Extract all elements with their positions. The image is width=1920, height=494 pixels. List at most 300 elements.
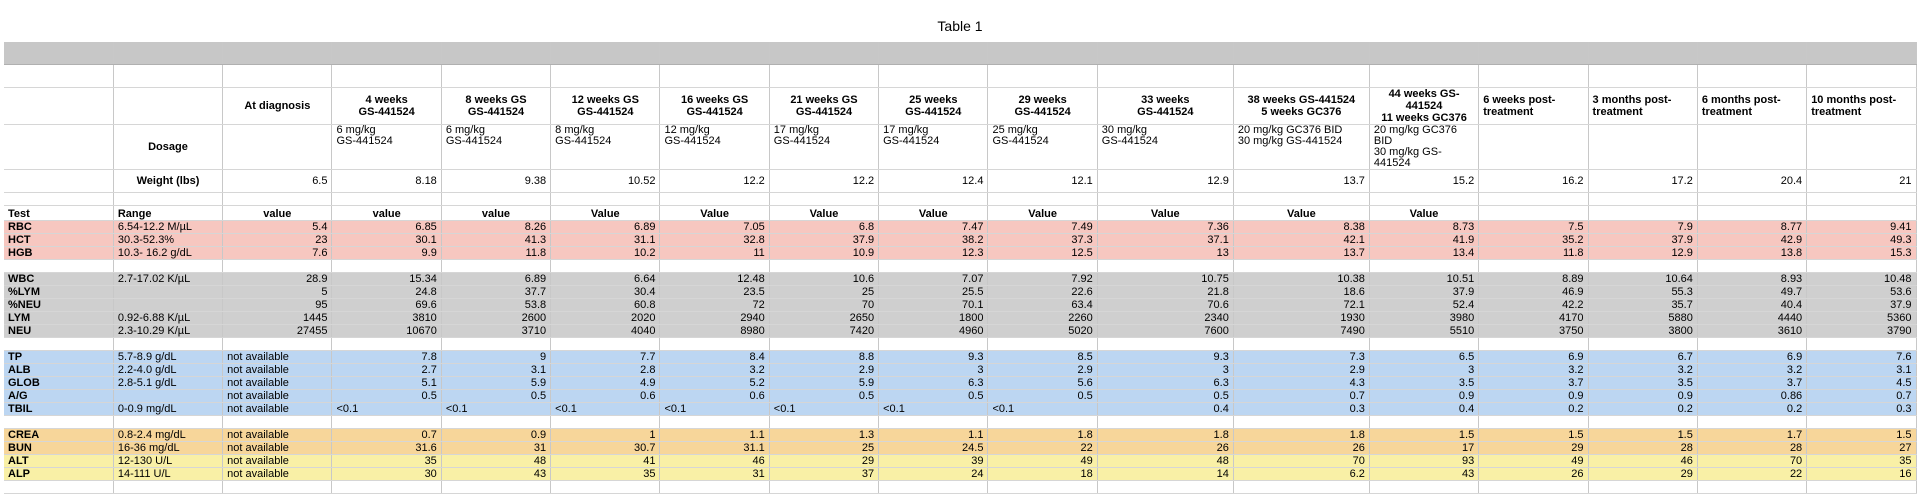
lab-value: 3 — [1097, 364, 1233, 377]
lab-value: 28.9 — [223, 273, 332, 286]
lab-row-neu — [4, 325, 1916, 338]
weight-value: 13.7 — [1233, 170, 1369, 193]
dosage-cell — [1369, 125, 1478, 170]
empty-cell — [1697, 42, 1806, 65]
timepoint-line-2: GS-441524 — [577, 106, 634, 118]
empty-cell — [1233, 42, 1369, 65]
lab-value: 72.1 — [1233, 299, 1369, 312]
lab-value: 28 — [1697, 442, 1806, 455]
empty-cell — [1479, 416, 1588, 429]
timepoint-line-2: GS-441524 — [1137, 106, 1194, 118]
dosage-cell — [879, 125, 988, 170]
dosage-line-1: 8 mg/kg — [555, 124, 595, 136]
reference-range — [113, 299, 222, 312]
lab-value: 22 — [1697, 468, 1806, 481]
dosage-line-1: 6 mg/kg — [336, 124, 376, 136]
empty-cell — [1097, 481, 1233, 494]
timepoint-line-2: 5 weeks GC376 — [1261, 106, 1342, 118]
lab-value: 0.2 — [1697, 403, 1806, 416]
timepoint-line-2: GS-441524 — [467, 106, 525, 118]
lab-value: 70 — [1697, 455, 1806, 468]
dosage-cell — [1097, 125, 1233, 170]
lab-value: 49 — [988, 455, 1097, 468]
test-name: %LYM — [4, 286, 113, 299]
lab-value: not available — [223, 377, 332, 390]
dosage-line-1: 12 mg/kg — [664, 124, 710, 136]
dosage-cell — [1588, 125, 1697, 170]
lab-value: 29 — [769, 455, 878, 468]
lab-value: 3750 — [1479, 325, 1588, 338]
dosage-cell — [551, 125, 660, 170]
empty-cell — [988, 260, 1097, 273]
lab-value: 13.4 — [1369, 247, 1478, 260]
reference-range: 0.92-6.88 K/µL — [113, 312, 222, 325]
empty-cell — [1697, 260, 1806, 273]
empty-cell — [332, 260, 441, 273]
lab-value: 46 — [1588, 455, 1697, 468]
lab-value: 17 — [1369, 442, 1478, 455]
lab-value: 27455 — [223, 325, 332, 338]
lab-value: 8.38 — [1233, 221, 1369, 234]
timepoint-line-1: 21 weeks GS — [790, 94, 858, 106]
lab-value: 37.9 — [1588, 234, 1697, 247]
empty-cell — [113, 338, 222, 351]
lab-value: 24.5 — [879, 442, 988, 455]
lab-value: 9.41 — [1807, 221, 1916, 234]
empty-cell — [1479, 260, 1588, 273]
empty-cell — [1479, 193, 1588, 206]
weight-value: 12.4 — [879, 170, 988, 193]
lab-value: 70.1 — [879, 299, 988, 312]
lab-value: 0.2 — [1479, 403, 1588, 416]
lab-value: 3790 — [1807, 325, 1916, 338]
lab-value: 1.1 — [879, 429, 988, 442]
lab-value: 72 — [660, 299, 769, 312]
lab-value: 4040 — [551, 325, 660, 338]
lab-results-table — [4, 42, 1917, 494]
lab-value: 0.3 — [1807, 403, 1916, 416]
lab-value: 4440 — [1697, 312, 1806, 325]
weight-value: 16.2 — [1479, 170, 1588, 193]
lab-value: 11 — [660, 247, 769, 260]
lab-value: 38.2 — [879, 234, 988, 247]
dosage-cell — [1233, 125, 1369, 170]
lab-value: 7.6 — [223, 247, 332, 260]
empty-cell — [879, 481, 988, 494]
lab-value: 35.2 — [1479, 234, 1588, 247]
lab-row-tbil — [4, 403, 1916, 416]
empty-cell — [332, 42, 441, 65]
lab-value: 1.1 — [660, 429, 769, 442]
lab-value: 0.9 — [1588, 390, 1697, 403]
value-column-header: Value — [660, 206, 769, 221]
lab-value: 35 — [332, 455, 441, 468]
lab-value: 39 — [879, 455, 988, 468]
lab-value: 18.6 — [1233, 286, 1369, 299]
weight-value: 9.38 — [441, 170, 550, 193]
lab-value: 37.7 — [441, 286, 550, 299]
lab-value: 24 — [879, 468, 988, 481]
spacer-row — [4, 338, 1916, 351]
lab-value: 10.2 — [551, 247, 660, 260]
lab-value: 4.9 — [551, 377, 660, 390]
lab-value: 3800 — [1588, 325, 1697, 338]
value-column-header: Value — [1369, 206, 1478, 221]
lab-value: 5.9 — [441, 377, 550, 390]
lab-value: 4.3 — [1233, 377, 1369, 390]
lab-value: 4170 — [1479, 312, 1588, 325]
timepoint-line-1: 44 weeks GS-441524 — [1388, 88, 1460, 112]
lab-value: 31.1 — [660, 442, 769, 455]
timepoint-line-2: GS-441524 — [686, 106, 743, 118]
lab-value: 31 — [660, 468, 769, 481]
lab-value: 10.51 — [1369, 273, 1478, 286]
lab-value: 1 — [551, 429, 660, 442]
lab-value: 6.9 — [1479, 351, 1588, 364]
lab-row-tp — [4, 351, 1916, 364]
empty-cell — [879, 416, 988, 429]
empty-cell — [113, 260, 222, 273]
timepoint-header — [1097, 88, 1233, 125]
timepoint-header — [223, 88, 332, 125]
timepoint-header — [879, 88, 988, 125]
empty-cell — [223, 65, 332, 88]
lab-value: 10.48 — [1807, 273, 1916, 286]
lab-value: 0.5 — [332, 390, 441, 403]
lab-value: 37.3 — [988, 234, 1097, 247]
empty-cell — [660, 65, 769, 88]
lab-value: 95 — [223, 299, 332, 312]
lab-value: 0.9 — [441, 429, 550, 442]
lab-value: 11.8 — [1479, 247, 1588, 260]
lab-value: 7490 — [1233, 325, 1369, 338]
lab-value: 28 — [1588, 442, 1697, 455]
empty-cell — [1369, 193, 1478, 206]
value-column-header: Value — [879, 206, 988, 221]
empty-cell — [223, 260, 332, 273]
lab-value: 8.8 — [769, 351, 878, 364]
empty-cell — [660, 260, 769, 273]
timepoint-line-1: 3 months post- — [1592, 94, 1672, 106]
weight-value: 15.2 — [1369, 170, 1478, 193]
lab-value: 53.6 — [1807, 286, 1916, 299]
lab-value: not available — [223, 455, 332, 468]
lab-value: 26 — [1233, 442, 1369, 455]
lab-value: 7.6 — [1807, 351, 1916, 364]
table-title: Table 1 — [937, 18, 983, 34]
empty-cell — [441, 338, 550, 351]
lab-value: 63.4 — [988, 299, 1097, 312]
weight-value: 12.2 — [660, 170, 769, 193]
value-column-header: Value — [551, 206, 660, 221]
weight-value: 20.4 — [1697, 170, 1806, 193]
test-name: HGB — [4, 247, 113, 260]
empty-cell — [988, 193, 1097, 206]
lab-value: 8.89 — [1479, 273, 1588, 286]
lab-value: 7420 — [769, 325, 878, 338]
test-name: ALP — [4, 468, 113, 481]
lab-value: 15.3 — [1807, 247, 1916, 260]
lab-value: 42.2 — [1479, 299, 1588, 312]
dosage-line-2: 30 mg/kg GS-441524 — [1373, 146, 1442, 169]
empty-cell — [4, 88, 113, 125]
lab-value: 43 — [1369, 468, 1478, 481]
lab-value: <0.1 — [879, 403, 988, 416]
empty-cell — [879, 65, 988, 88]
lab-value: <0.1 — [660, 403, 769, 416]
test-name: HCT — [4, 234, 113, 247]
timepoint-header — [551, 88, 660, 125]
lab-value: 25 — [769, 442, 878, 455]
spacer-row — [4, 42, 1916, 65]
lab-value: 10670 — [332, 325, 441, 338]
timepoint-line-1: At diagnosis — [244, 100, 311, 112]
empty-cell — [332, 338, 441, 351]
dosage-cell — [660, 125, 769, 170]
lab-value: 60.8 — [551, 299, 660, 312]
empty-cell — [988, 65, 1097, 88]
lab-value: 8.93 — [1697, 273, 1806, 286]
value-column-header: Value — [769, 206, 878, 221]
reference-range: 12-130 U/L — [113, 455, 222, 468]
empty-cell — [1479, 65, 1588, 88]
spacer-row — [4, 260, 1916, 273]
lab-value: 53.8 — [441, 299, 550, 312]
lab-value: not available — [223, 364, 332, 377]
empty-cell — [1697, 416, 1806, 429]
empty-cell — [551, 193, 660, 206]
weight-label: Weight (lbs) — [113, 170, 222, 193]
empty-cell — [769, 416, 878, 429]
empty-cell — [551, 481, 660, 494]
empty-cell — [4, 260, 113, 273]
lab-value: 43 — [441, 468, 550, 481]
empty-cell — [1588, 338, 1697, 351]
lab-value: 7.07 — [879, 273, 988, 286]
lab-value: 42.9 — [1697, 234, 1806, 247]
lab-value: 40.4 — [1697, 299, 1806, 312]
value-column-header: Value — [1233, 206, 1369, 221]
lab-value: 37.9 — [1369, 286, 1478, 299]
empty-cell — [988, 42, 1097, 65]
dosage-line-2: GS-441524 — [336, 135, 393, 147]
empty-cell — [660, 42, 769, 65]
empty-cell — [1588, 65, 1697, 88]
lab-value: 3.2 — [1697, 364, 1806, 377]
lab-value: 0.9 — [1479, 390, 1588, 403]
lab-value: 13.7 — [1233, 247, 1369, 260]
dosage-line-1: 20 mg/kg GC376 BID — [1373, 124, 1458, 147]
lab-value: 7.3 — [1233, 351, 1369, 364]
empty-cell — [1588, 193, 1697, 206]
timepoint-line-2: treatment — [1811, 106, 1862, 118]
empty-cell — [1807, 338, 1916, 351]
lab-value: 2.9 — [1233, 364, 1369, 377]
reference-range — [113, 390, 222, 403]
lab-value: 30.1 — [332, 234, 441, 247]
test-name: A/G — [4, 390, 113, 403]
test-name: BUN — [4, 442, 113, 455]
timepoint-line-2: treatment — [1592, 106, 1643, 118]
test-name: ALT — [4, 455, 113, 468]
lab-value: 2.8 — [551, 364, 660, 377]
lab-value: 7.7 — [551, 351, 660, 364]
lab-value: 8.26 — [441, 221, 550, 234]
timepoint-line-2: GS-441524 — [1014, 106, 1071, 118]
lab-value: 8.73 — [1369, 221, 1478, 234]
timepoint-header — [660, 88, 769, 125]
lab-value: 26 — [1097, 442, 1233, 455]
empty-cell — [660, 193, 769, 206]
empty-cell — [1097, 260, 1233, 273]
dosage-cell — [1479, 125, 1588, 170]
empty-cell — [441, 42, 550, 65]
reference-range: 6.54-12.2 M/µL — [113, 221, 222, 234]
empty-cell — [1807, 481, 1916, 494]
empty-cell — [1233, 260, 1369, 273]
test-name: TBIL — [4, 403, 113, 416]
lab-value: 49.3 — [1807, 234, 1916, 247]
reference-range: 2.8-5.1 g/dL — [113, 377, 222, 390]
reference-range: 2.2-4.0 g/dL — [113, 364, 222, 377]
lab-value: 31.1 — [551, 234, 660, 247]
lab-value: 6.3 — [1097, 377, 1233, 390]
lab-value: 5.4 — [223, 221, 332, 234]
lab-value: 0.5 — [769, 390, 878, 403]
lab-value: 37.9 — [769, 234, 878, 247]
spacer-row — [4, 481, 1916, 494]
lab-value: 2260 — [988, 312, 1097, 325]
lab-value: 0.3 — [1233, 403, 1369, 416]
empty-cell — [660, 416, 769, 429]
dosage-cell — [332, 125, 441, 170]
lab-value: 6.9 — [1697, 351, 1806, 364]
lab-value: 6.64 — [551, 273, 660, 286]
lab-value: 7.8 — [332, 351, 441, 364]
lab-value: 12.48 — [660, 273, 769, 286]
empty-cell — [113, 88, 222, 125]
lab-value: 3710 — [441, 325, 550, 338]
lab-value: 10.75 — [1097, 273, 1233, 286]
lab-value: 93 — [1369, 455, 1478, 468]
column-header-row — [4, 88, 1916, 125]
empty-cell — [1588, 416, 1697, 429]
lab-value: 41 — [551, 455, 660, 468]
dosage-line-2: GS-441524 — [664, 135, 721, 147]
lab-value: 70.6 — [1097, 299, 1233, 312]
empty-cell — [1588, 260, 1697, 273]
lab-value: 8980 — [660, 325, 769, 338]
test-name: LYM — [4, 312, 113, 325]
dosage-line-1: 17 mg/kg — [883, 124, 929, 136]
table-container — [4, 42, 1916, 494]
lab-value: 0.7 — [1807, 390, 1916, 403]
dosage-cell — [988, 125, 1097, 170]
lab-value: 6.85 — [332, 221, 441, 234]
empty-cell — [988, 416, 1097, 429]
lab-row-alp — [4, 468, 1916, 481]
lab-value: 23 — [223, 234, 332, 247]
empty-cell — [1807, 416, 1916, 429]
timepoint-header — [441, 88, 550, 125]
lab-value: 42.1 — [1233, 234, 1369, 247]
lab-row-hgb — [4, 247, 1916, 260]
lab-value: 8.4 — [660, 351, 769, 364]
lab-value: 37.9 — [1807, 299, 1916, 312]
empty-cell — [1097, 42, 1233, 65]
empty-cell — [332, 481, 441, 494]
empty-cell — [879, 42, 988, 65]
lab-value: 29 — [1479, 442, 1588, 455]
timepoint-line-1: 33 weeks — [1141, 94, 1190, 106]
empty-cell — [769, 338, 878, 351]
lab-value: not available — [223, 442, 332, 455]
lab-value: 14 — [1097, 468, 1233, 481]
lab-value: 27 — [1807, 442, 1916, 455]
lab-value: 48 — [441, 455, 550, 468]
dosage-line-2: GS-441524 — [992, 135, 1049, 147]
lab-value: 5.9 — [769, 377, 878, 390]
reference-range: 2.7-17.02 K/µL — [113, 273, 222, 286]
lab-value: 0.2 — [1588, 403, 1697, 416]
empty-cell — [551, 416, 660, 429]
lab-value: 5.1 — [332, 377, 441, 390]
timepoint-line-1: 6 months post- — [1701, 94, 1781, 106]
lab-value: 5510 — [1369, 325, 1478, 338]
value-column-header — [1588, 206, 1697, 221]
timepoint-line-2: GS-441524 — [905, 106, 962, 118]
lab-row-neu — [4, 299, 1916, 312]
timepoint-line-1: 6 weeks post- — [1483, 94, 1556, 106]
empty-cell — [988, 481, 1097, 494]
lab-value: 70 — [769, 299, 878, 312]
lab-value: 26 — [1479, 468, 1588, 481]
lab-row-crea — [4, 429, 1916, 442]
lab-row-ag — [4, 390, 1916, 403]
empty-cell — [1369, 260, 1478, 273]
empty-cell — [4, 481, 113, 494]
empty-cell — [988, 338, 1097, 351]
lab-value: not available — [223, 351, 332, 364]
lab-value: 5360 — [1807, 312, 1916, 325]
value-column-header: value — [332, 206, 441, 221]
lab-value: 9.3 — [1097, 351, 1233, 364]
empty-cell — [1369, 416, 1478, 429]
lab-value: 0.5 — [1097, 390, 1233, 403]
lab-value: 7.05 — [660, 221, 769, 234]
reference-range: 0.8-2.4 mg/dL — [113, 429, 222, 442]
dosage-line-2: GS-441524 — [883, 135, 940, 147]
lab-value: 23.5 — [660, 286, 769, 299]
dosage-cell — [1807, 125, 1916, 170]
lab-value: 0.4 — [1369, 403, 1478, 416]
lab-value: 0.86 — [1697, 390, 1806, 403]
lab-value: 6.7 — [1588, 351, 1697, 364]
spacer-row — [4, 416, 1916, 429]
empty-cell — [1369, 338, 1478, 351]
timepoint-line-2: GS-441524 — [795, 106, 853, 118]
lab-value: 3.5 — [1588, 377, 1697, 390]
lab-value: 6.89 — [551, 221, 660, 234]
empty-cell — [441, 481, 550, 494]
lab-value: 3.2 — [1588, 364, 1697, 377]
lab-value: 31 — [441, 442, 550, 455]
timepoint-line-1: 12 weeks GS — [571, 94, 639, 106]
lab-value: 30.7 — [551, 442, 660, 455]
timepoint-header — [1233, 88, 1369, 125]
value-column-header: value — [223, 206, 332, 221]
lab-value: 11.8 — [441, 247, 550, 260]
